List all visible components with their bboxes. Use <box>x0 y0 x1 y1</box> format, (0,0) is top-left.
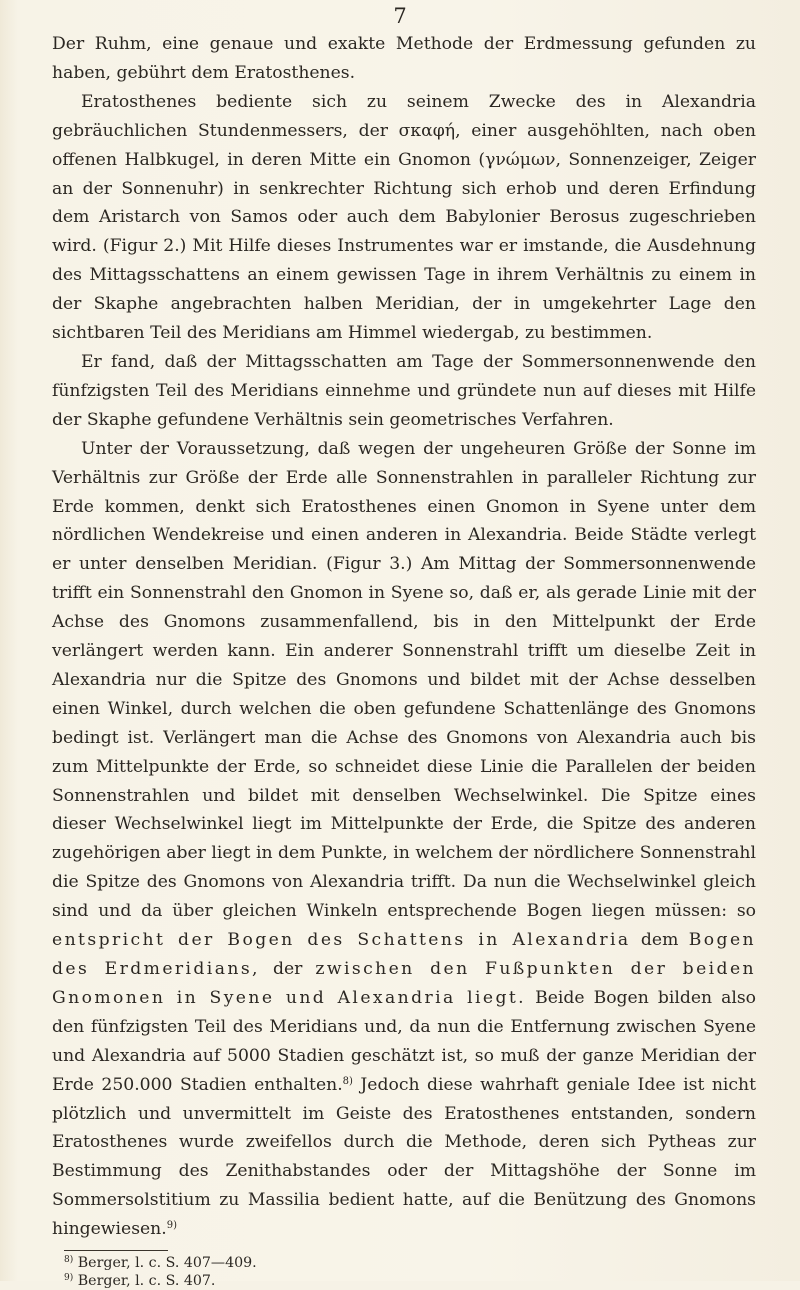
paragraph-4-text-e: Jedoch diese wahrhaft geniale Idee ist nicht plötzlich und unvermittelt im Geiste des Eratosthenes entstanden, sondern Eratosthenes wurde zweifellos durch die Methode, deren sich Pytheas zur Bestimmung des Zenithabstandes oder der Mittagshöhe der Sonne im Sommersolstitium zu Massilia bedient hatte, auf die Benützung des Gnomons hingewiesen. <box>52 1074 756 1240</box>
paragraph-2 <box>52 88 756 348</box>
paragraph-4-text-a: Unter der Voraussetzung, daß wegen der ungeheuren Größe der Sonne im Verhältnis zur Größe der Erde alle Sonnenstrahlen in paralleler Richtung zur Erde kommen, denkt sich Eratosthenes einen Gnomon in Syene unter dem nördlichen Wendekreise und einen anderen in Alexandria. Beide Städte verlegt er unter denselben Meridian. (Figur 3.) Am Mittag der Sommersonnenwende trifft ein Sonnenstrahl den Gnomon in Syene so, daß er, als gerade Linie mit der Achse des Gnomons zusammenfallend, bis in den Mittelpunkt der Erde verlängert werden kann. Ein anderer Sonnenstrahl trifft um dieselbe Zeit in Alexandria nur die Spitze des Gnomons und bildet mit der Achse desselben einen Winkel, durch welchen die oben gefundene Schattenlänge des Gnomons bedingt ist. Verlängert man die Achse des Gnomons von Alexandria auch bis zum Mittelpunkte der Erde, so schneidet diese Linie die Parallelen der beiden Sonnenstrahlen und bildet mit denselben Wechselwinkel. Die Spitze eines dieser Wechselwinkel liegt im Mittelpunkte der Erde, die Spitze des anderen zugehörigen aber liegt in dem Punkte, in welchem der nördlichere Sonnenstrahl die Spitze des Gnomons von Alexandria trifft. Da nun die Wechselwinkel gleich sind und da über gleichen Winkeln entsprechende Bogen liegen müssen: so <box>52 438 756 922</box>
paragraph-4 <box>52 435 756 1244</box>
footnote-divider <box>64 1250 168 1251</box>
footnote-ref-8[interactable]: 8) <box>342 1075 353 1087</box>
footnote-8-mark: 8) <box>64 1255 74 1266</box>
paragraph-4-text-c: der <box>259 959 316 979</box>
paragraph-2-text: Eratosthenes bediente sich zu seinem Zwecke des in Alexandria gebräuchlichen Stundenmessers, der σκαφή, einer ausgehöhlten, nach oben offenen Halbkugel, in deren Mitte ein Gnomon (γνώμων, Sonnenzeiger, Zeiger an der Sonnenuhr) in senkrechter Richtung sich erhob und deren Erfindung dem Aristarch von Samos oder auch dem Babylonier Berosus zugeschrieben wird. (Figur 2.) Mit Hilfe dieses Instrumentes war er imstande, die Ausdehnung des Mittagsschattens an einem gewissen Tage in ihrem Verhältnis zu einem in der Skaphe angebrachten halben Meridian, der in umgekehrter Lage den sichtbaren Teil des Meridians am Himmel wiedergab, zu bestimmen. <box>52 91 756 344</box>
footnote-9 <box>64 1272 756 1290</box>
page-number: 7 <box>393 4 407 28</box>
paragraph-3 <box>52 348 756 435</box>
spaced-phrase-3: zwischen den Fußpunkten der beiden Gnomonen in Syene und Alexandria liegt. <box>52 959 756 1008</box>
spaced-phrase-1: entspricht der Bogen des Schattens in Alexandria <box>52 930 631 951</box>
paragraph-4-text-d: Beide Bogen bilden also den fünfzigsten Teil des Meridians und, da nun die Entfernung zwischen Syene und Alexandria auf 5000 Stadien geschätzt ist, so muß der ganze Meridian der Erde 250.000 Stadien enthalten. <box>52 987 757 1095</box>
body-text <box>52 30 756 1290</box>
spaced-phrase-2: Bogen des Erdmeridians, <box>52 930 756 979</box>
paragraph-1-text: Der Ruhm, eine genaue und exakte Methode der Erdmessung gefunden zu haben, gebührt dem Eratosthenes. <box>52 34 756 83</box>
footnote-8 <box>64 1254 756 1272</box>
paragraph-4-text-b: dem <box>630 930 689 951</box>
paragraph-3-text: Er fand, daß der Mittagsschatten am Tage der Sommersonnenwende den fünfzigsten Teil des Meridians einnehme und gründete nun auf dieses mit Hilfe der Skaphe gefundene Verhältnis sein geometrisches Verfahren. <box>52 351 756 430</box>
paragraph-1 <box>52 30 756 88</box>
footnote-9-text: Berger, l. c. S. 407. <box>73 1273 216 1290</box>
footnote-ref-9[interactable]: 9) <box>166 1220 177 1232</box>
footnote-8-text: Berger, l. c. S. 407—409. <box>73 1255 257 1272</box>
footnote-9-mark: 9) <box>64 1273 74 1284</box>
